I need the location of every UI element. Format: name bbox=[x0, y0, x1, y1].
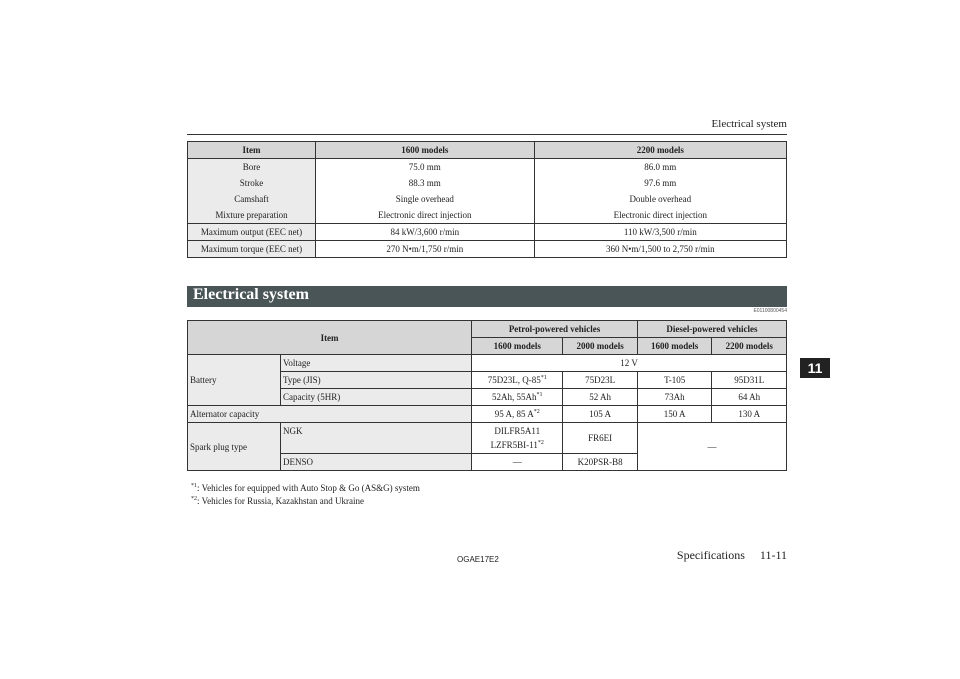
table-cell: Alternator capacity bbox=[188, 406, 472, 423]
table-cell: Stroke bbox=[188, 175, 316, 191]
footnote-mark: *2 bbox=[537, 440, 544, 446]
table-cell: DENSO bbox=[281, 454, 472, 471]
table-cell: 270 N•m/1,750 r/min bbox=[316, 241, 535, 258]
table-cell: — bbox=[637, 423, 786, 471]
footnote bbox=[191, 495, 420, 508]
cell-text: 95 A, 85 A bbox=[494, 409, 534, 419]
cell-text: 75D23L, Q-85 bbox=[487, 375, 541, 385]
header-cell: 1600 models bbox=[637, 338, 712, 355]
table-cell: — bbox=[472, 454, 563, 471]
table-cell: 64 Ah bbox=[712, 389, 787, 406]
table-cell bbox=[472, 389, 563, 406]
table-cell: Type (JIS) bbox=[281, 372, 472, 389]
table-cell: Capacity (5HR) bbox=[281, 389, 472, 406]
footnote-mark: *1 bbox=[540, 375, 547, 381]
engine-spec-table bbox=[187, 141, 787, 258]
document-code: OGAE17E2 bbox=[457, 555, 499, 564]
header-cell: Item bbox=[188, 142, 316, 159]
table-cell: 52 Ah bbox=[563, 389, 638, 406]
section-code: E01100800454 bbox=[753, 308, 787, 314]
table-cell: NGK bbox=[281, 423, 472, 454]
table-cell: 73Ah bbox=[637, 389, 712, 406]
table-cell: 105 A bbox=[563, 406, 638, 423]
table-cell: Maximum torque (EEC net) bbox=[188, 241, 316, 258]
header-cell: Item bbox=[188, 321, 472, 355]
header-cell: 2200 models bbox=[712, 338, 787, 355]
table-cell: K20PSR-B8 bbox=[563, 454, 638, 471]
page-number: Specifications 11-11 bbox=[676, 548, 787, 562]
table-row bbox=[188, 406, 787, 423]
cell-text: DILFR5A11 bbox=[494, 426, 541, 436]
table-cell: 88.3 mm bbox=[316, 175, 535, 191]
table-cell: Camshaft bbox=[188, 191, 316, 207]
cell-text: LZFR5BI-11 bbox=[490, 440, 538, 450]
table-cell: Double overhead bbox=[534, 191, 786, 207]
table-cell: 86.0 mm bbox=[534, 159, 786, 176]
table-cell: 110 kW/3,500 r/min bbox=[534, 224, 786, 241]
table-cell: T-105 bbox=[637, 372, 712, 389]
table-cell: Battery bbox=[188, 355, 281, 406]
table-row bbox=[188, 191, 787, 207]
header-rule bbox=[187, 134, 787, 135]
table-cell: Bore bbox=[188, 159, 316, 176]
header-cell: 2000 models bbox=[563, 338, 638, 355]
table-cell: Voltage bbox=[281, 355, 472, 372]
footnote-text: : Vehicles for equipped with Auto Stop & Go (AS&G) system bbox=[197, 483, 420, 493]
table-cell bbox=[472, 423, 563, 454]
header-cell: 1600 models bbox=[472, 338, 563, 355]
table-cell bbox=[472, 372, 563, 389]
footnote-mark: *1 bbox=[536, 392, 543, 398]
table-row bbox=[188, 224, 787, 241]
running-header: Electrical system bbox=[711, 118, 787, 130]
header-cell: Diesel-powered vehicles bbox=[637, 321, 786, 338]
table-row bbox=[188, 423, 787, 454]
table-cell: FR6EI bbox=[563, 423, 638, 454]
footnote-mark: *2 bbox=[533, 409, 540, 415]
table-cell bbox=[472, 406, 563, 423]
footnote bbox=[191, 482, 420, 495]
header-cell: 2200 models bbox=[534, 142, 786, 159]
footnote-text: : Vehicles for Russia, Kazakhstan and Ukraine bbox=[197, 496, 365, 506]
table-header-row bbox=[188, 142, 787, 159]
table-cell: Electronic direct injection bbox=[534, 207, 786, 224]
table-row bbox=[188, 355, 787, 372]
table-cell: Electronic direct injection bbox=[316, 207, 535, 224]
table-row bbox=[188, 159, 787, 176]
cell-text: 52Ah, 55Ah bbox=[492, 392, 537, 402]
table-cell: Spark plug type bbox=[188, 423, 281, 471]
section-title: Electrical system bbox=[193, 286, 309, 303]
header-cell: Petrol-powered vehicles bbox=[472, 321, 638, 338]
table-cell: Maximum output (EEC net) bbox=[188, 224, 316, 241]
table-cell: 97.6 mm bbox=[534, 175, 786, 191]
table-cell: 75D23L bbox=[563, 372, 638, 389]
table-cell: 12 V bbox=[472, 355, 787, 372]
table-cell: 130 A bbox=[712, 406, 787, 423]
footnotes bbox=[191, 482, 420, 508]
table-row bbox=[188, 241, 787, 258]
table-row bbox=[188, 207, 787, 224]
cell-text-line bbox=[474, 438, 560, 452]
table-cell: 95D31L bbox=[712, 372, 787, 389]
table-row bbox=[188, 175, 787, 191]
table-cell: 150 A bbox=[637, 406, 712, 423]
footnote-mark: *1 bbox=[191, 483, 197, 489]
table-cell: 75.0 mm bbox=[316, 159, 535, 176]
electrical-spec-table bbox=[187, 320, 787, 471]
table-cell: Mixture preparation bbox=[188, 207, 316, 224]
table-cell: 360 N•m/1,500 to 2,750 r/min bbox=[534, 241, 786, 258]
section-banner bbox=[187, 286, 787, 307]
chapter-tab: 11 bbox=[800, 358, 830, 378]
header-cell: 1600 models bbox=[316, 142, 535, 159]
table-cell: Single overhead bbox=[316, 191, 535, 207]
footnote-mark: *2 bbox=[191, 496, 197, 502]
table-header-row bbox=[188, 321, 787, 338]
table-cell: 84 kW/3,600 r/min bbox=[316, 224, 535, 241]
